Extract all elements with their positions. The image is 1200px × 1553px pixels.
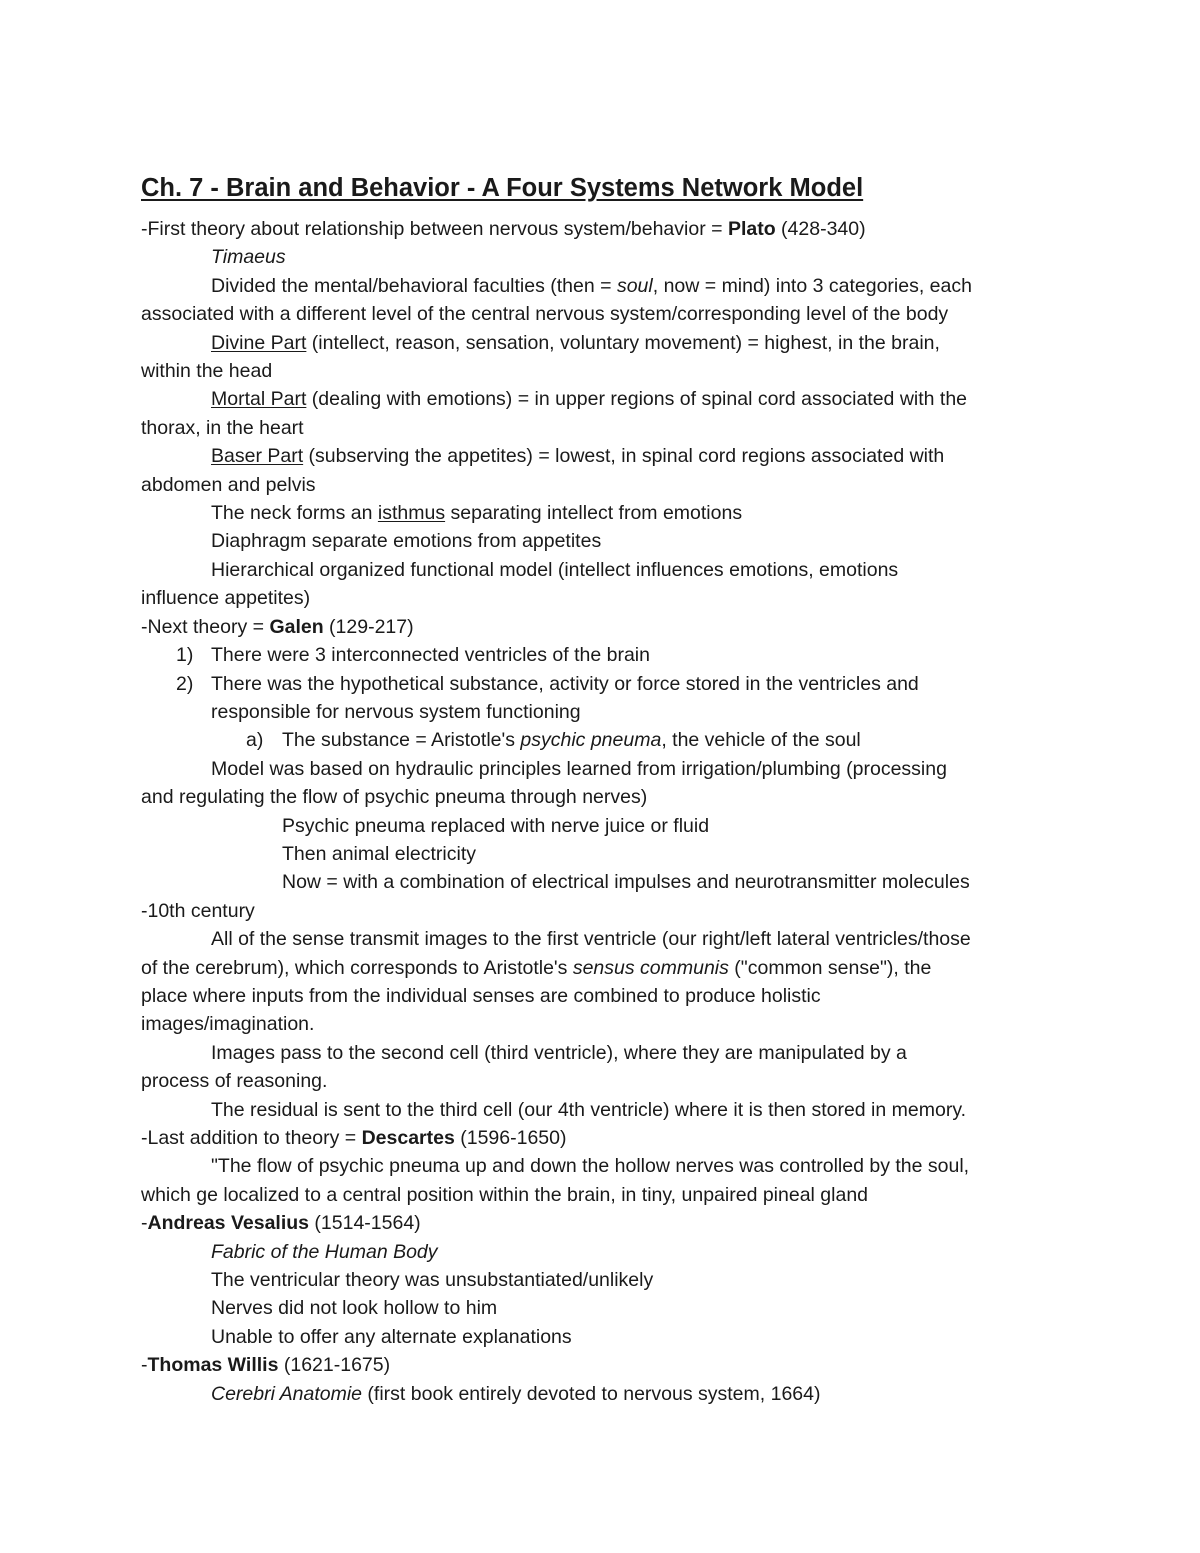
baser-part-text: (subserving the appetites) = lowest, in spinal cord regions associated with: [303, 445, 945, 468]
baser-part-line: [141, 442, 1061, 470]
divine-part-label: Divine Part: [211, 331, 307, 354]
descartes-heading: [141, 1124, 1061, 1152]
page-title: Ch. 7 - Brain and Behavior - A Four Systems Network Model: [141, 174, 864, 202]
list-marker: a): [246, 729, 264, 752]
galen-item-2: [141, 670, 1061, 698]
vesalius-point-3: Unable to offer any alternate explanations: [211, 1325, 572, 1348]
animal-electricity-line: Then animal electricity: [282, 842, 476, 865]
list-item-text-end: , the vehicle of the soul: [661, 729, 861, 752]
galen-item-2-cont: responsible for nervous system functioning: [211, 700, 581, 723]
willis-work-note: (first book entirely devoted to nervous system, 1664): [362, 1382, 821, 1405]
vesalius-work: [141, 1238, 1061, 1266]
divine-part-line: [141, 329, 1061, 357]
nerve-juice-line: Psychic pneuma replaced with nerve juice or fluid: [282, 814, 710, 837]
divine-part-text: (intellect, reason, sensation, voluntary movement) = highest, in the brain,: [306, 331, 940, 354]
vesalius-point-1: The ventricular theory was unsubstantiated/unlikely: [211, 1269, 654, 1292]
plato-name: Plato: [727, 218, 776, 240]
galen-name: Galen: [269, 615, 324, 638]
descartes-name: Descartes: [361, 1127, 455, 1149]
willis-dash: -: [141, 1354, 148, 1377]
hierarchy-cont: influence appetites): [141, 587, 311, 610]
plato-work-title: Timaeus: [211, 246, 286, 269]
tenth-century-heading: -10th century: [141, 899, 255, 922]
vesalius-dash: -: [141, 1212, 148, 1235]
diaphragm-line: Diaphragm separate emotions from appetites: [211, 530, 602, 553]
images-line-1: Images pass to the second cell (third ventricle), where they are manipulated by a: [211, 1041, 907, 1064]
list-item-text: There was the hypothetical substance, activity or force stored in the ventricles and: [211, 672, 919, 695]
mortal-part-line: [141, 385, 1061, 413]
list-marker: 2): [176, 672, 194, 695]
divine-part-cont: within the head: [141, 360, 273, 383]
willis-name: Thomas Willis: [147, 1354, 279, 1377]
now-line: Now = with a combination of electrical impulses and neurotransmitter molecules: [282, 871, 970, 894]
psychic-pneuma-term: psychic pneuma: [520, 729, 662, 752]
vesalius-dates: (1514-1564): [309, 1212, 421, 1235]
sense-text: of the cerebrum), which corresponds to Aristotle's: [141, 956, 573, 979]
plato-divided-text: Divided the mental/behavioral faculties (then =: [211, 274, 617, 297]
hierarchy-line: Hierarchical organized functional model (intellect influences emotions, emotions: [211, 558, 899, 581]
plato-divided-soul: soul: [616, 274, 653, 297]
sense-line-4: images/imagination.: [141, 1013, 315, 1036]
mortal-part-text: (dealing with emotions) = in upper regions of spinal cord associated with the: [306, 388, 968, 411]
baser-part-label: Baser Part: [211, 445, 304, 468]
willis-work-title: Cerebri Anatomie: [211, 1382, 363, 1405]
willis-heading: [141, 1351, 1061, 1379]
plato-heading: [141, 215, 1061, 243]
vesalius-work-title: Fabric of the Human Body: [211, 1240, 438, 1263]
galen-heading: [141, 613, 1061, 641]
neck-text-end: separating intellect from emotions: [445, 502, 743, 525]
vesalius-point-2: Nerves did not look hollow to him: [211, 1297, 498, 1320]
notes-body: [141, 170, 1061, 1408]
sense-line-3: place where inputs from the individual senses are combined to produce holistic: [141, 984, 821, 1007]
descartes-dates: (1596-1650): [454, 1127, 567, 1149]
mortal-part-cont: thorax, in the heart: [141, 416, 304, 439]
list-item-text: There were 3 interconnected ventricles of the brain: [211, 644, 650, 667]
neck-line: [141, 499, 1061, 527]
hydraulic-model-line: Model was based on hydraulic principles learned from irrigation/plumbing (processing: [211, 757, 947, 780]
descartes-quote-2: which ge localized to a central position within the brain, in tiny, unpaired pineal gland: [141, 1183, 869, 1206]
residual-line: The residual is sent to the third cell (our 4th ventricle) where it is then stored in memory.: [211, 1098, 967, 1121]
vesalius-name: Andreas Vesalius: [147, 1212, 310, 1235]
galen-dates: (129-217): [323, 615, 414, 638]
hydraulic-model-cont: and regulating the flow of psychic pneuma through nerves): [141, 786, 648, 809]
list-marker: 1): [176, 644, 194, 667]
sense-line-2: [141, 954, 1061, 982]
willis-work: [141, 1380, 1061, 1408]
plato-divided-cont: associated with a different level of the central nervous system/corresponding level of the body: [141, 303, 949, 326]
willis-dates: (1621-1675): [278, 1354, 391, 1377]
galen-subitem-a: [141, 726, 1061, 754]
plato-divided-line: [141, 272, 1061, 300]
mortal-part-label: Mortal Part: [211, 388, 307, 411]
descartes-intro: -Last addition to theory =: [141, 1127, 362, 1149]
baser-part-cont: abdomen and pelvis: [141, 473, 316, 496]
galen-item-1: [141, 641, 1061, 669]
plato-work: [141, 243, 1061, 271]
descartes-quote-1: "The flow of psychic pneuma up and down the hollow nerves was controlled by the soul,: [211, 1155, 970, 1178]
galen-intro: -Next theory =: [141, 615, 270, 638]
sense-line-1: All of the sense transmit images to the first ventricle (our right/left lateral ventricles/those: [211, 928, 971, 951]
plato-intro: -First theory about relationship between nervous system/behavior =: [141, 218, 728, 240]
sense-text-end: ("common sense"), the: [728, 956, 932, 979]
images-line-2: process of reasoning.: [141, 1070, 328, 1093]
isthmus-term: isthmus: [377, 502, 446, 525]
vesalius-heading: [141, 1209, 1061, 1237]
plato-dates: (428-340): [775, 218, 866, 240]
neck-text: The neck forms an: [211, 502, 378, 525]
plato-divided-text-end: , now = mind) into 3 categories, each: [652, 274, 972, 297]
list-item-text: The substance = Aristotle's: [282, 729, 521, 752]
sensus-communis-term: sensus communis: [572, 956, 729, 979]
